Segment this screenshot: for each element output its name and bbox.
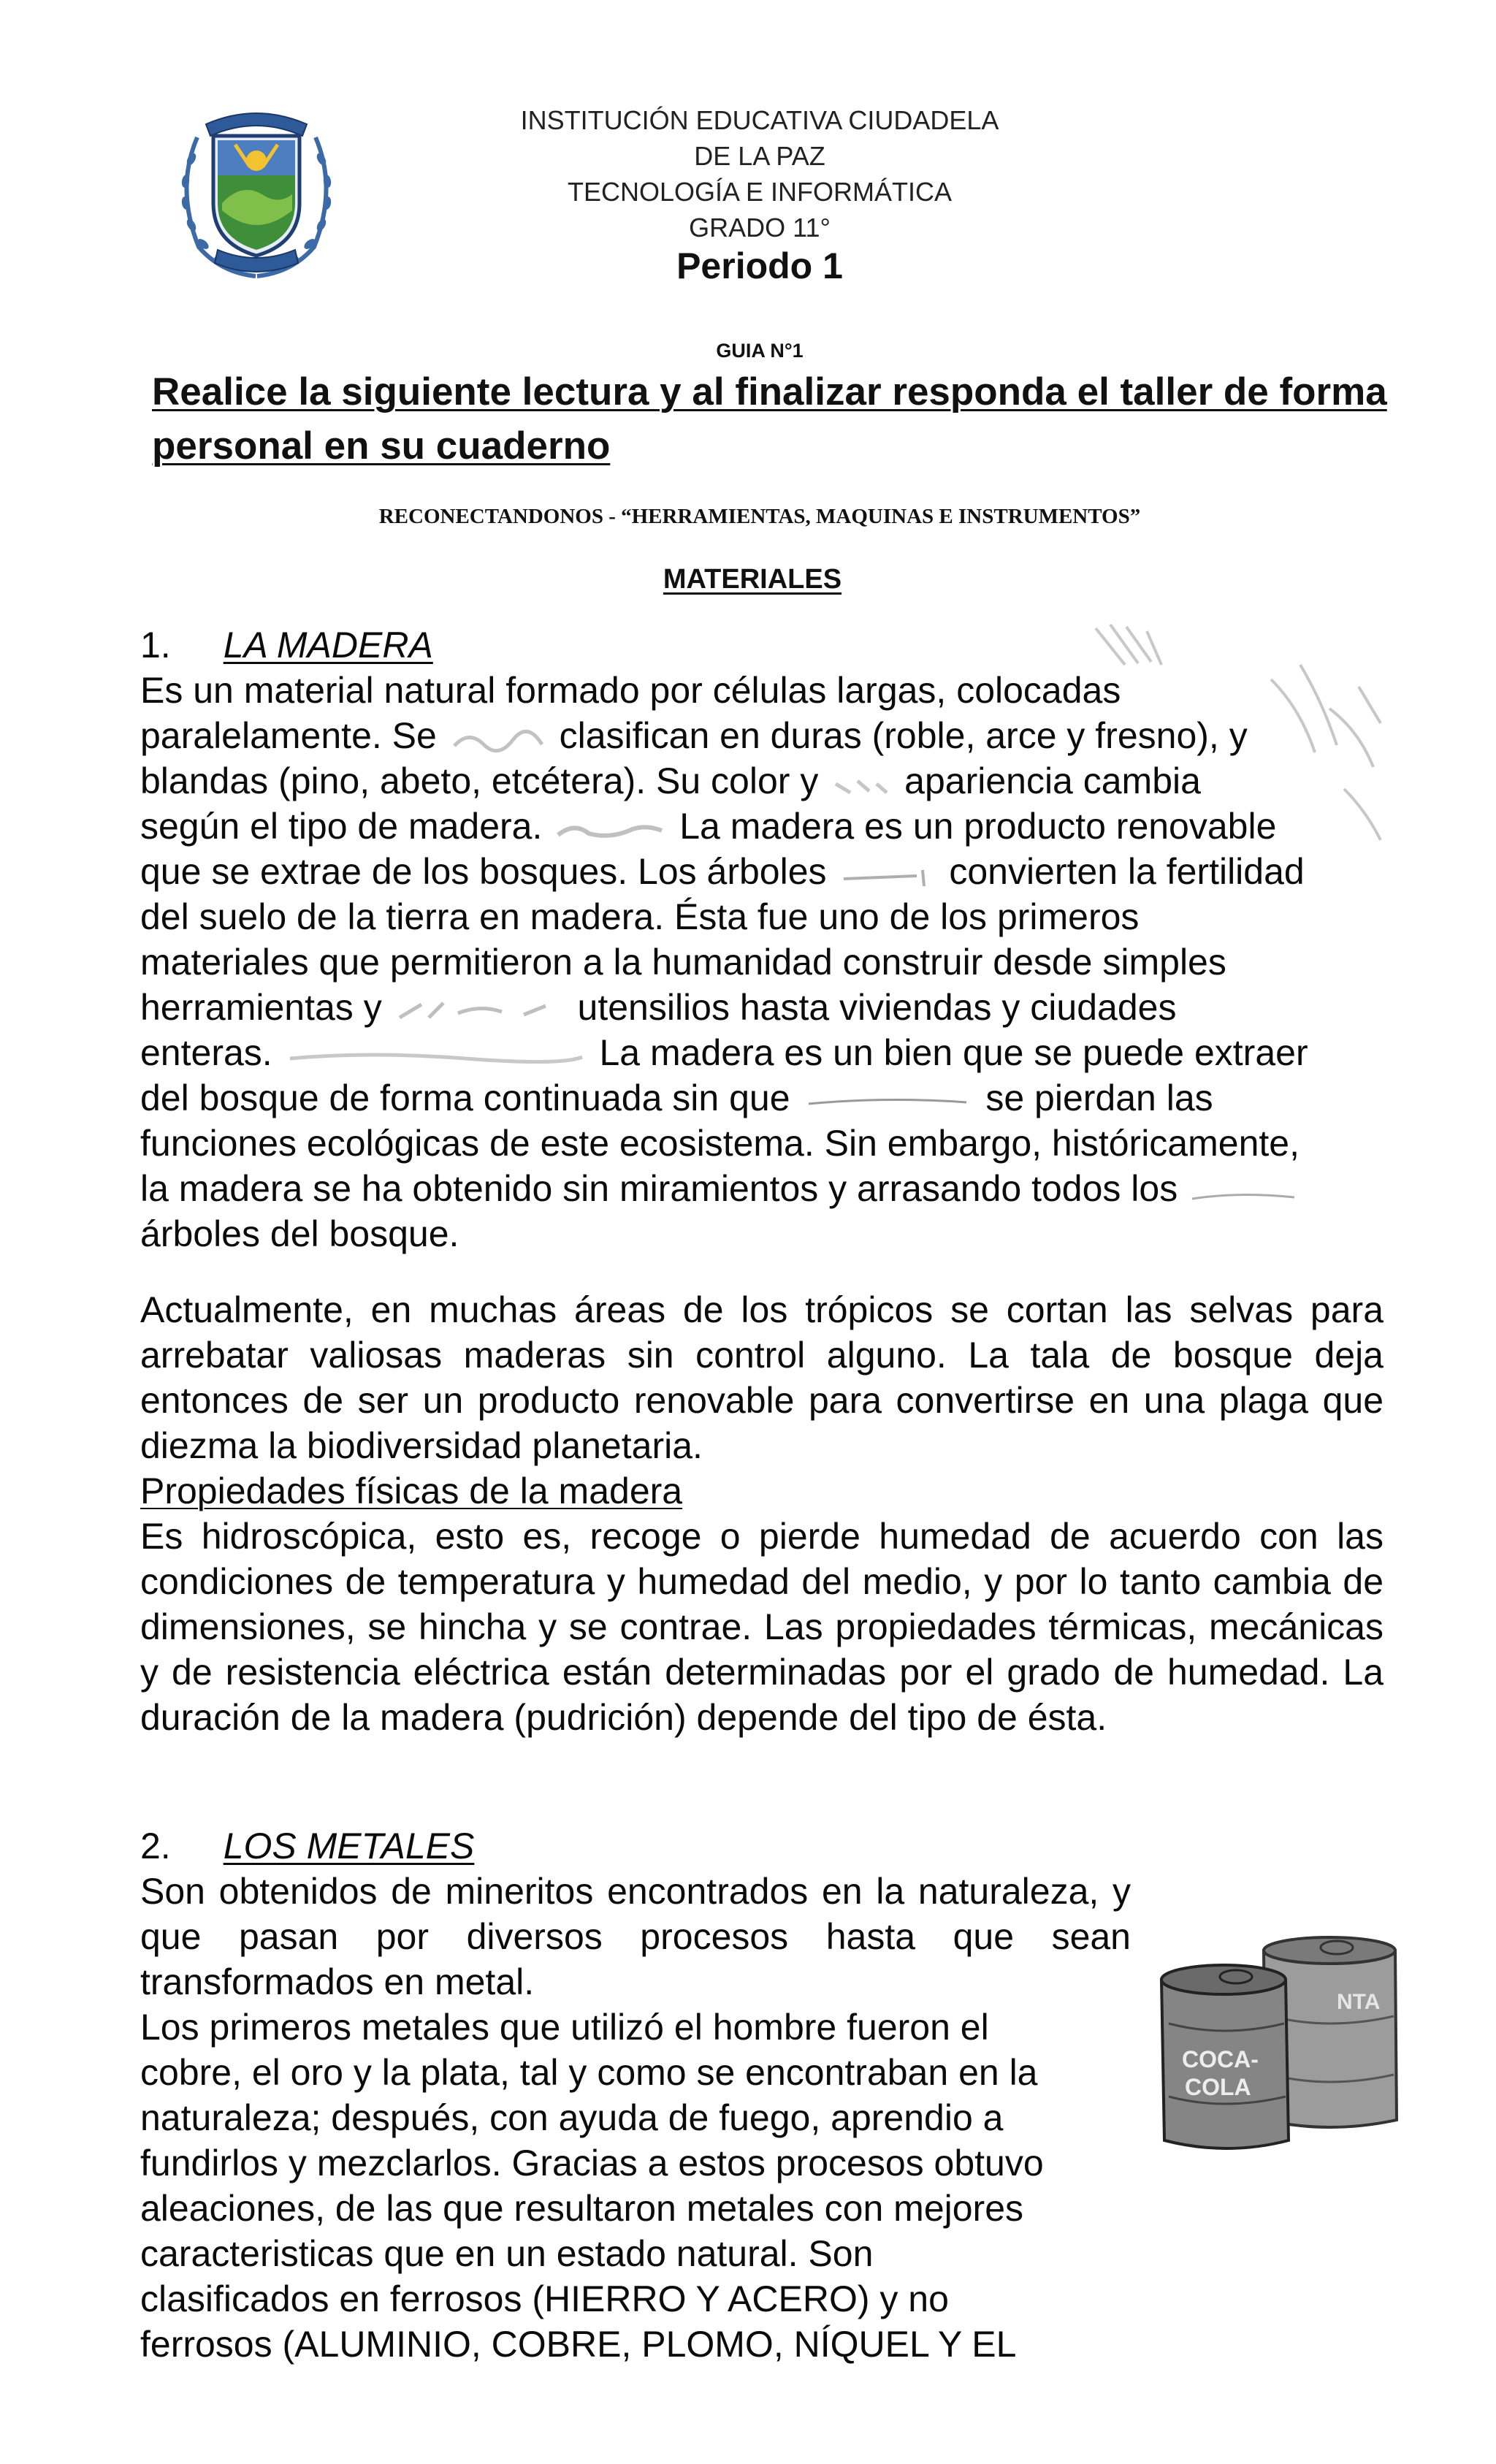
grade-label: GRADO 11° xyxy=(689,213,831,243)
metales-number: 2. xyxy=(140,1826,171,1866)
propiedades-subheading: Propiedades físicas de la madera xyxy=(140,1471,683,1511)
topic-heading: RECONECTANDONOS - “HERRAMIENTAS, MAQUINAS E INSTRUMENTOS” xyxy=(378,505,1141,528)
institution-name-line2: DE LA PAZ xyxy=(694,141,825,171)
decorative-sketch-drawing xyxy=(1081,621,1388,862)
period-label: Periodo 1 xyxy=(676,245,843,286)
scribble-mark xyxy=(836,860,939,889)
instruction-line2: personal en su cuaderno xyxy=(152,424,611,468)
text-line: aleaciones, de las que resultaron metales con mejores xyxy=(140,2188,1024,2229)
text-line: árboles del bosque. xyxy=(140,1213,459,1254)
scribble-mark xyxy=(800,1086,975,1115)
text-line: paralelamente. Se clasifican en duras (roble, arce y fresno), y xyxy=(140,715,1248,756)
metales-paragraph1: Son obtenidos de mineritos encontrados en la naturaleza, y que pasan por diversos procesos hasta que sean transformados en metal. xyxy=(140,1871,1131,2002)
institution-name-line1: INSTITUCIÓN EDUCATIVA CIUDADELA xyxy=(520,105,999,135)
text-line: naturaleza; después, con ayuda de fuego, aprendio a xyxy=(140,2097,1004,2138)
scribble-mark xyxy=(1188,1177,1297,1206)
subject-name: TECNOLOGÍA E INFORMÁTICA xyxy=(567,177,953,207)
section-title: MATERIALES xyxy=(663,564,842,595)
madera-paragraph2: Actualmente, en muchas áreas de los trópicos se cortan las selvas para arrebatar valiosas maderas sin control alguno. La tala de bosque deja entonces de ser un producto renovable para convertirse en una plaga que diezma la biodiversidad planetaria. xyxy=(140,1289,1384,1466)
text-line: blandas (pino, abeto, etcétera). Su color y apariencia cambia xyxy=(140,760,1201,801)
text-line: funciones ecológicas de este ecosistema. Sin embargo, históricamente, xyxy=(140,1123,1300,1164)
text-line: cobre, el oro y la plata, tal y como se encontraban en la xyxy=(140,2052,1038,2093)
text-line: la madera se ha obtenido sin miramientos y arrasando todos los xyxy=(140,1166,1382,1211)
can2-label: NTA xyxy=(1337,1990,1381,2014)
madera-heading xyxy=(140,622,433,668)
text-line: del suelo de la tierra en madera. Ésta fue uno de los primeros xyxy=(140,896,1140,937)
metales-paragraph2 xyxy=(140,2005,1163,2367)
metales-heading xyxy=(140,1823,474,1869)
scribble-mark xyxy=(828,769,894,798)
can1-label-line2: COLA xyxy=(1185,2074,1251,2100)
text-line: herramientas y utensilios hasta viviendas y ciudades xyxy=(140,987,1177,1028)
text-line: clasificados en ferrosos (HIERRO Y ACERO) y no xyxy=(140,2278,949,2319)
text-line: Es un material natural formado por células largas, colocadas xyxy=(140,670,1121,711)
instruction-line1: Realice la siguiente lectura y al finalizar responda el taller de forma xyxy=(152,370,1387,413)
text-line: materiales que permitieron a la humanidad construir desde simples xyxy=(140,942,1226,983)
can1-label-line1: COCA- xyxy=(1182,2046,1259,2072)
madera-number: 1. xyxy=(140,625,171,665)
guide-number: GUIA N°1 xyxy=(716,340,804,362)
madera-title: LA MADERA xyxy=(223,625,433,665)
text-line: según el tipo de madera. La madera es un producto renovable xyxy=(140,806,1277,847)
institution-seal-logo xyxy=(169,94,343,282)
text-line: del bosque de forma continuada sin que se pierdan las xyxy=(140,1077,1213,1118)
text-line: caracteristicas que en un estado natural. Son xyxy=(140,2233,874,2274)
text-line: fundirlos y mezclarlos. Gracias a estos procesos obtuvo xyxy=(140,2143,1044,2183)
soda-cans-illustration xyxy=(1154,1929,1410,2155)
text-line: que se extrae de los bosques. Los árboles convierten la fertilidad xyxy=(140,851,1305,892)
scribble-mark xyxy=(552,815,669,844)
madera-paragraph3: Es hidroscópica, esto es, recoge o pierde humedad de acuerdo con las condiciones de temperatura y humedad del medio, y por lo tanto cambia de dimensiones, se hincha y se contrae. Las propiedades térmicas, mecánicas y de resistencia eléctrica están determinadas por el grado de humedad. La duración de la madera (pudrición) depende del tipo de ésta. xyxy=(140,1516,1384,1738)
scribble-mark xyxy=(283,1041,589,1070)
text-line: ferrosos (ALUMINIO, COBRE, PLOMO, NÍQUEL Y EL xyxy=(140,2324,1017,2365)
metales-title: LOS METALES xyxy=(223,1826,475,1866)
scribble-mark xyxy=(392,996,568,1025)
text-line: enteras. La madera es un bien que se puede extraer xyxy=(140,1032,1308,1073)
text-line: Los primeros metales que utilizó el hombre fueron el xyxy=(140,2007,989,2048)
scribble-mark xyxy=(447,724,549,753)
